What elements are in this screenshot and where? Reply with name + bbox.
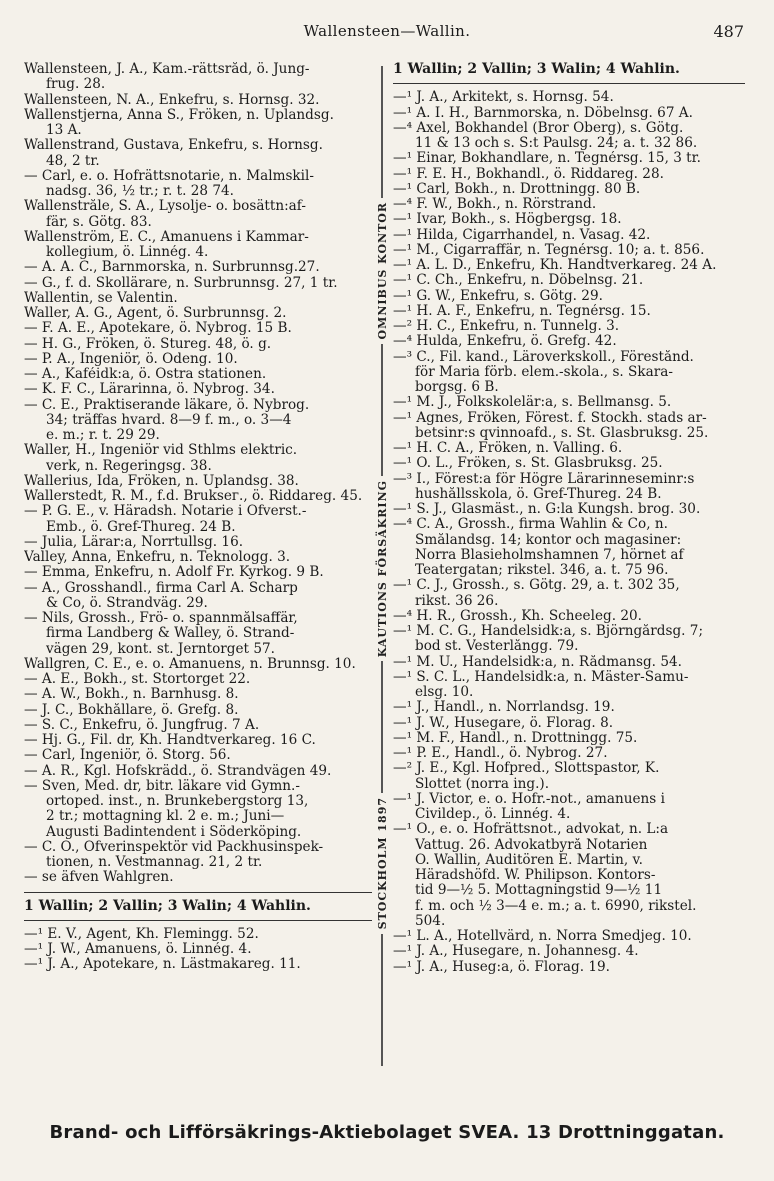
directory-entry-line: Wallerstedt, R. M., f.d. Bruksег., ö. Riddareg. 45.: [24, 489, 363, 504]
section-headline: 1 Wallin; 2 Vallin; 3 Walin; 4 Wahlin.: [393, 62, 680, 77]
strip-rule: [381, 344, 383, 476]
directory-entry-line: —⁴ Axel, Bokhandel (Bror Öberg), s. Götg.: [393, 120, 684, 136]
page-title: Wallensteen—Wallin.: [303, 22, 471, 40]
directory-entry-line: —¹ J. A., Husegare, n. Johannesg. 4.: [393, 944, 639, 960]
directory-entry-line: tid 9—½ 5. Mottagningstid 9—½ 11: [415, 883, 663, 899]
directory-entry-line: Häradshöfd. W. Philipson. Kontors-: [415, 868, 656, 883]
directory-entry-line: — A. W., Bokh., n. Barnhusg. 8.: [24, 687, 239, 703]
directory-entry-line: — Julia, Lärar:a, Norrtullsg. 16.: [24, 534, 244, 550]
directory-entry-line: Augusti Badintendent i Söderköping.: [46, 824, 302, 840]
directory-entry-line: —⁴ H. R., Grossh., Kh. Scheeleg. 20.: [393, 608, 642, 624]
left-column: [24, 62, 372, 973]
section-rule: [24, 920, 372, 921]
directory-entry-line: firma Landberg & Walley, ö. Strand-: [46, 626, 295, 642]
directory-entry-line: — se äfven Wahlgren.: [24, 870, 174, 886]
directory-entry-line: — C. E., Praktiserande läkare, ö. Nybrog.: [24, 397, 310, 413]
directory-entry-line: —¹ C. J., Grossh., s. Götg. 29, a. t. 302 35,: [393, 578, 680, 594]
directory-entry-line: — A. E., Bokh., st. Stortorget 22.: [24, 672, 251, 687]
directory-entry-line: Slottet (norra ing.).: [415, 776, 550, 792]
directory-entry-line: — A. A. C., Barnmorska, n. Surbrunnsg.27.: [24, 260, 320, 276]
directory-entry-line: — Hj. G., Fil. dr, Kh. Handtverkareg. 16 C.: [24, 733, 316, 748]
directory-entry-line: — K. F. C., Lärarinna, ö. Nybrog. 34.: [24, 382, 275, 398]
right-column: [393, 62, 745, 975]
directory-entry-line: —¹ G. W., Enkefru, s. Götg. 29.: [393, 288, 603, 304]
directory-entry-line: —¹ O., e. o. Hofrättsnot., advokat, n. L:a: [393, 822, 669, 838]
directory-entry-line: — Nils, Grossh., Frö- o. spannmålsaffär,: [24, 611, 298, 626]
directory-entry-line: Valley, Anna, Enkefru, n. Teknologg. 3.: [24, 550, 291, 565]
directory-entry-line: —¹ S. C. L., Handelsidk:a, n. Mäster-Samu-: [393, 669, 689, 685]
directory-entry-line: —⁴ F. W., Bokh., n. Rörstrand.: [393, 197, 597, 212]
directory-entry-line: elsg. 10.: [415, 685, 474, 700]
directory-entry-line: —² H. C., Enkefru, n. Tunnelg. 3.: [393, 319, 620, 334]
directory-entry-line: — A., Grosshandl., firma Carl A. Scharp: [24, 580, 298, 596]
footer-advertisement: [0, 1122, 774, 1143]
directory-entry-line: Norra Blasieholmshamnen 7, hörnet af: [415, 547, 684, 563]
directory-entry-line: —¹ Carl, Bokh., n. Drottningg. 80 B.: [393, 181, 641, 197]
directory-entry-line: —¹ C. Ch., Enkefru, n. Döbelnsg. 21.: [393, 273, 644, 289]
directory-entry-line: —¹ M. C. G., Handelsidk:a, s. Björngårdsg. 7;: [393, 624, 704, 639]
center-advertisement-strip: [375, 66, 389, 1066]
directory-entry-line: för Maria förb. elem.-skola., s. Skara-: [415, 364, 673, 380]
directory-entry-line: ortoped. inst., n. Brunkebergstorg 13,: [46, 794, 309, 809]
directory-entry-line: Wallerius, Ida, Fröken, n. Uplandsg. 38.: [24, 473, 299, 489]
directory-entry-line: frug. 28.: [46, 77, 106, 93]
directory-entry-line: 34; träffas hvard. 8—9 f. m., o. 3—4: [46, 412, 292, 428]
directory-entry-line: —¹ Agnes, Fröken, Förest. f. Stockh. stads ar-: [393, 410, 707, 426]
directory-entry-line: —¹ J. W., Amanuens, ö. Linnég. 4.: [24, 942, 252, 957]
directory-entry-line: — J. C., Bokhållare, ö. Grefg. 8.: [24, 702, 239, 718]
directory-entry-line: —¹ J. W., Husegare, ö. Florag. 8.: [393, 715, 614, 731]
directory-entry-line: kollegium, ö. Linnég. 4.: [46, 245, 209, 260]
directory-entry-line: Waller, A. G., Agent, ö. Surbrunnsg. 2.: [24, 306, 287, 321]
directory-entry-line: — S. C., Enkefru, ö. Jungfrug. 7 A.: [24, 717, 260, 733]
directory-entry-line: —¹ F. E. H., Bokhandl., ö. Riddareg. 28.: [393, 166, 664, 182]
directory-entry-line: Civildep., ö. Linnég. 4.: [415, 807, 571, 822]
directory-entry-line: nadsg. 36, ½ tr.; r. t. 28 74.: [46, 184, 234, 199]
directory-entry-line: vägen 29, kont. st. Jerntorget 57.: [46, 641, 275, 657]
directory-entry-line: rikst. 36 26.: [415, 593, 499, 609]
directory-entry-line: — P. G. E., v. Häradsh. Notarie i Öfverst.-: [24, 504, 307, 520]
directory-entry-line: —³ I., Förest:a för Högre Lärarinneseminr:s: [393, 471, 695, 487]
directory-entry-line: Wallentin, se Valentin.: [24, 290, 178, 306]
directory-entry-line: Smålandsg. 14; kontor och magasiner:: [415, 532, 682, 548]
directory-entry-line: —¹ A. L. D., Enkefru, Kh. Handtverkareg. 24 A.: [393, 258, 717, 273]
directory-entry-line: betsinr:s qvinnoafd., s. St. Glasbruksg. 25.: [415, 425, 709, 441]
directory-entry-line: Wallenström, E. C., Amanuens i Kammar-: [24, 229, 309, 245]
directory-entry-line: — H. G., Fröken, ö. Stureg. 48, ö. g.: [24, 336, 272, 352]
directory-entry-line: hushållsskola, ö. Gref-Thureg. 24 B.: [415, 486, 662, 502]
page-number: 487: [713, 22, 744, 41]
directory-entry-line: —¹ H. C. A., Fröken, n. Valling. 6.: [393, 441, 623, 456]
directory-entry-line: — F. A. E., Apotekare, ö. Nybrog. 15 B.: [24, 321, 292, 337]
directory-entry-line: O. Wallin, Auditören E. Martin, v.: [415, 852, 643, 868]
directory-entry-line: —¹ J. A., Arkitekt, s. Hornsg. 54.: [393, 90, 614, 106]
directory-entry-line: —¹ J. A., Apotekare, n. Lästmakareg. 11.: [24, 957, 301, 973]
directory-entry-line: Waller, H., Ingeniör vid Sthlms elektric.: [24, 443, 298, 459]
directory-entry-line: — Carl, e. o. Hofrättsnotarie, n. Malmskil-: [24, 168, 314, 184]
directory-entry-line: verk, n. Regeringsg. 38.: [46, 458, 212, 474]
directory-entry-line: —¹ E. V., Agent, Kh. Flemingg. 52.: [24, 926, 259, 942]
directory-entry-line: —¹ S. J., Glasmäst., n. G:la Kungsh. brog. 30.: [393, 502, 701, 517]
directory-entry-line: —¹ P. E., Handl., ö. Nybrog. 27.: [393, 746, 608, 761]
directory-entry-line: Wallgren, C. E., e. o. Amanuens, n. Brunnsg. 10.: [24, 656, 356, 672]
directory-entry-line: —² J. E., Kgl. Hofpred., Slottspastor, K.: [393, 761, 660, 777]
directory-entry-line: — A., Kaféidk:a, ö. Östra stationen.: [24, 367, 267, 382]
directory-entry-line: 48, 2 tr.: [46, 153, 100, 169]
directory-entry-line: —⁴ C. A., Grossh., firma Wahlin & Co, n.: [393, 517, 668, 533]
strip-label: KAUTIONS FÖRSÄKRING: [375, 479, 389, 658]
strip-rule: [381, 934, 383, 1066]
directory-entry-line: —¹ Ivar, Bokh., s. Högbergsg. 18.: [393, 212, 622, 228]
directory-entry-line: — C. O., Öfverinspektör vid Packhusinspek-: [24, 839, 324, 855]
directory-entry-line: Wallensteen, J. A., Kam.-rättsråd, ö. Jung-: [24, 62, 310, 77]
directory-entry-line: Wallenstråle, S. A., Lysolje- o. bosättn:af-: [24, 199, 306, 215]
footer-address: 13 Drottninggatan.: [526, 1122, 725, 1143]
directory-entry-line: 504.: [415, 913, 446, 929]
directory-entry-line: fär, s. Götg. 83.: [46, 214, 152, 230]
directory-entry-line: e. m.; r. t. 29 29.: [46, 428, 160, 443]
strip-rule: [381, 661, 383, 793]
directory-entry-line: Wallenstrand, Gustava, Enkefru, s. Hornsg.: [24, 138, 323, 154]
directory-entry-line: —¹ O. L., Fröken, s. St. Glasbruksg. 25.: [393, 456, 663, 472]
directory-entry-line: — Sven, Med. dr, bitr. läkare vid Gymn.-: [24, 778, 300, 794]
strip-label: OMNIBUS KONTOR: [375, 202, 389, 340]
directory-entry-line: 11 & 13 och s. S:t Paulsg. 24; a. t. 32 86.: [415, 136, 698, 151]
directory-entry-line: —¹ A. I. H., Barnmorska, n. Döbelnsg. 67 A.: [393, 105, 693, 121]
directory-entry-line: — A. R., Kgl. Hofskrädd., ö. Strandvägen 49.: [24, 763, 332, 779]
strip-label: STOCKHOLM 1897: [375, 797, 389, 930]
directory-entry-line: —¹ M. U., Handelsidk:a, n. Rådmansg. 54.: [393, 654, 682, 670]
directory-entry-line: —¹ Einar, Bokhandlare, n. Tegnérsg. 15, 3 tr.: [393, 151, 701, 167]
page-header: [0, 22, 774, 52]
directory-entry-line: & Co, ö. Strandväg. 29.: [46, 595, 208, 611]
directory-entry-line: 2 tr.; mottagning kl. 2 e. m.; Juni—: [46, 809, 285, 825]
section-headline: 1 Wallin; 2 Vallin; 3 Walin; 4 Wahlin.: [24, 898, 311, 914]
directory-entry-line: —¹ J., Handl., n. Norrlandsg. 19.: [393, 700, 615, 716]
directory-entry-line: —¹ J. Victor, e. o. Hofr.-not., amanuens i: [393, 791, 665, 807]
directory-entry-line: Wallenstjerna, Anna S., Fröken, n. Uplandsg.: [24, 107, 334, 123]
directory-entry-line: tionen, n. Vestmannag. 21, 2 tr.: [46, 855, 263, 870]
directory-entry-line: —¹ L. A., Hotellvärd, n. Norra Smedjeg. 10.: [393, 929, 692, 944]
directory-entry-line: 13 A.: [46, 123, 82, 138]
directory-entry-line: Teatergatan; rikstel. 346, a. t. 75 96.: [415, 563, 669, 578]
directory-entry-line: —¹ M. J., Folkskolelär:a, s. Bellmansg. 5.: [393, 395, 672, 411]
directory-entry-line: — Emma, Enkefru, n. Adolf Fr. Kyrkog. 9 B.: [24, 565, 324, 581]
directory-entry-line: Emb., ö. Gref-Thureg. 24 B.: [46, 519, 236, 535]
directory-entry-line: Wallensteen, N. A., Enkefru, s. Hornsg. 32.: [24, 92, 320, 108]
directory-entry-line: f. m. och ½ 3—4 e. m.; a. t. 6990, rikstel.: [415, 898, 697, 914]
directory-entry-line: —¹ J. A., Huseg:a, ö. Florag. 19.: [393, 959, 610, 975]
directory-entry-line: —¹ M. F., Handl., n. Drottningg. 75.: [393, 730, 638, 746]
directory-entry-line: — G., f. d. Skollärare, n. Surbrunnsg. 27, 1 tr.: [24, 275, 338, 291]
footer-ad-text: Brand- och Lifförsäkrings-Aktiebolaget SVEA.: [49, 1122, 520, 1143]
directory-entry-line: —¹ Hilda, Cigarrhandel, n. Vasag. 42.: [393, 227, 651, 243]
section-rule: [24, 892, 372, 893]
directory-entry-line: — P. A., Ingeniör, ö. Odeng. 10.: [24, 351, 238, 367]
directory-entry-line: —³ C., Fil. kand., Läroverkskoll., Förestånd.: [393, 349, 694, 365]
directory-entry-line: borgsg. 6 B.: [415, 380, 499, 395]
directory-entry-line: —⁴ Hulda, Enkefru, ö. Grefg. 42.: [393, 334, 617, 350]
directory-entry-line: bod st. Vesterlångg. 79.: [415, 639, 579, 655]
directory-entry-line: — Carl, Ingeniör, ö. Storg. 56.: [24, 748, 231, 764]
strip-rule: [381, 66, 383, 198]
directory-entry-line: Vattug. 26. Advokatbyrå Notarien: [415, 837, 648, 853]
directory-entry-line: —¹ M., Cigarraffär, n. Tegnérsg. 10; a. t. 856.: [393, 242, 705, 258]
directory-entry-line: —¹ H. A. F., Enkefru, n. Tegnérsg. 15.: [393, 303, 651, 319]
section-rule: [393, 83, 745, 84]
